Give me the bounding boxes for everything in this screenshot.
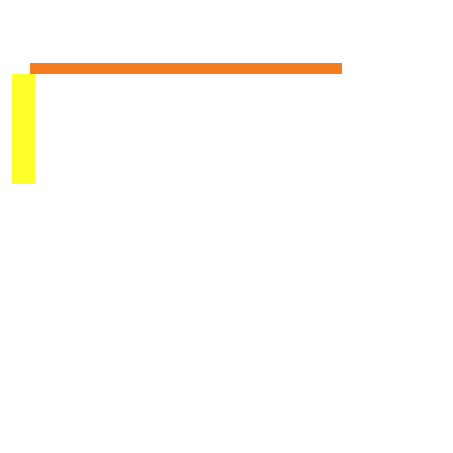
table-header-cell <box>316 64 340 74</box>
table-cell <box>90 75 132 85</box>
table-cell <box>288 75 335 85</box>
table-header-cell <box>100 64 132 74</box>
row-index-cell <box>12 75 35 85</box>
table-cell <box>230 75 252 85</box>
table-cell <box>40 75 81 85</box>
table-cell <box>272 75 284 85</box>
table-header-cell <box>232 64 262 74</box>
table-cell <box>256 75 268 85</box>
table-index-band <box>12 74 35 184</box>
table-header-cell <box>178 64 202 74</box>
table-header-cell <box>290 64 306 74</box>
table-cell <box>168 75 195 85</box>
table-cell <box>200 75 225 85</box>
table-header-cell <box>208 64 232 74</box>
table-header-cell <box>48 64 76 74</box>
table-cell <box>140 75 163 85</box>
table-header-cell <box>148 64 170 74</box>
